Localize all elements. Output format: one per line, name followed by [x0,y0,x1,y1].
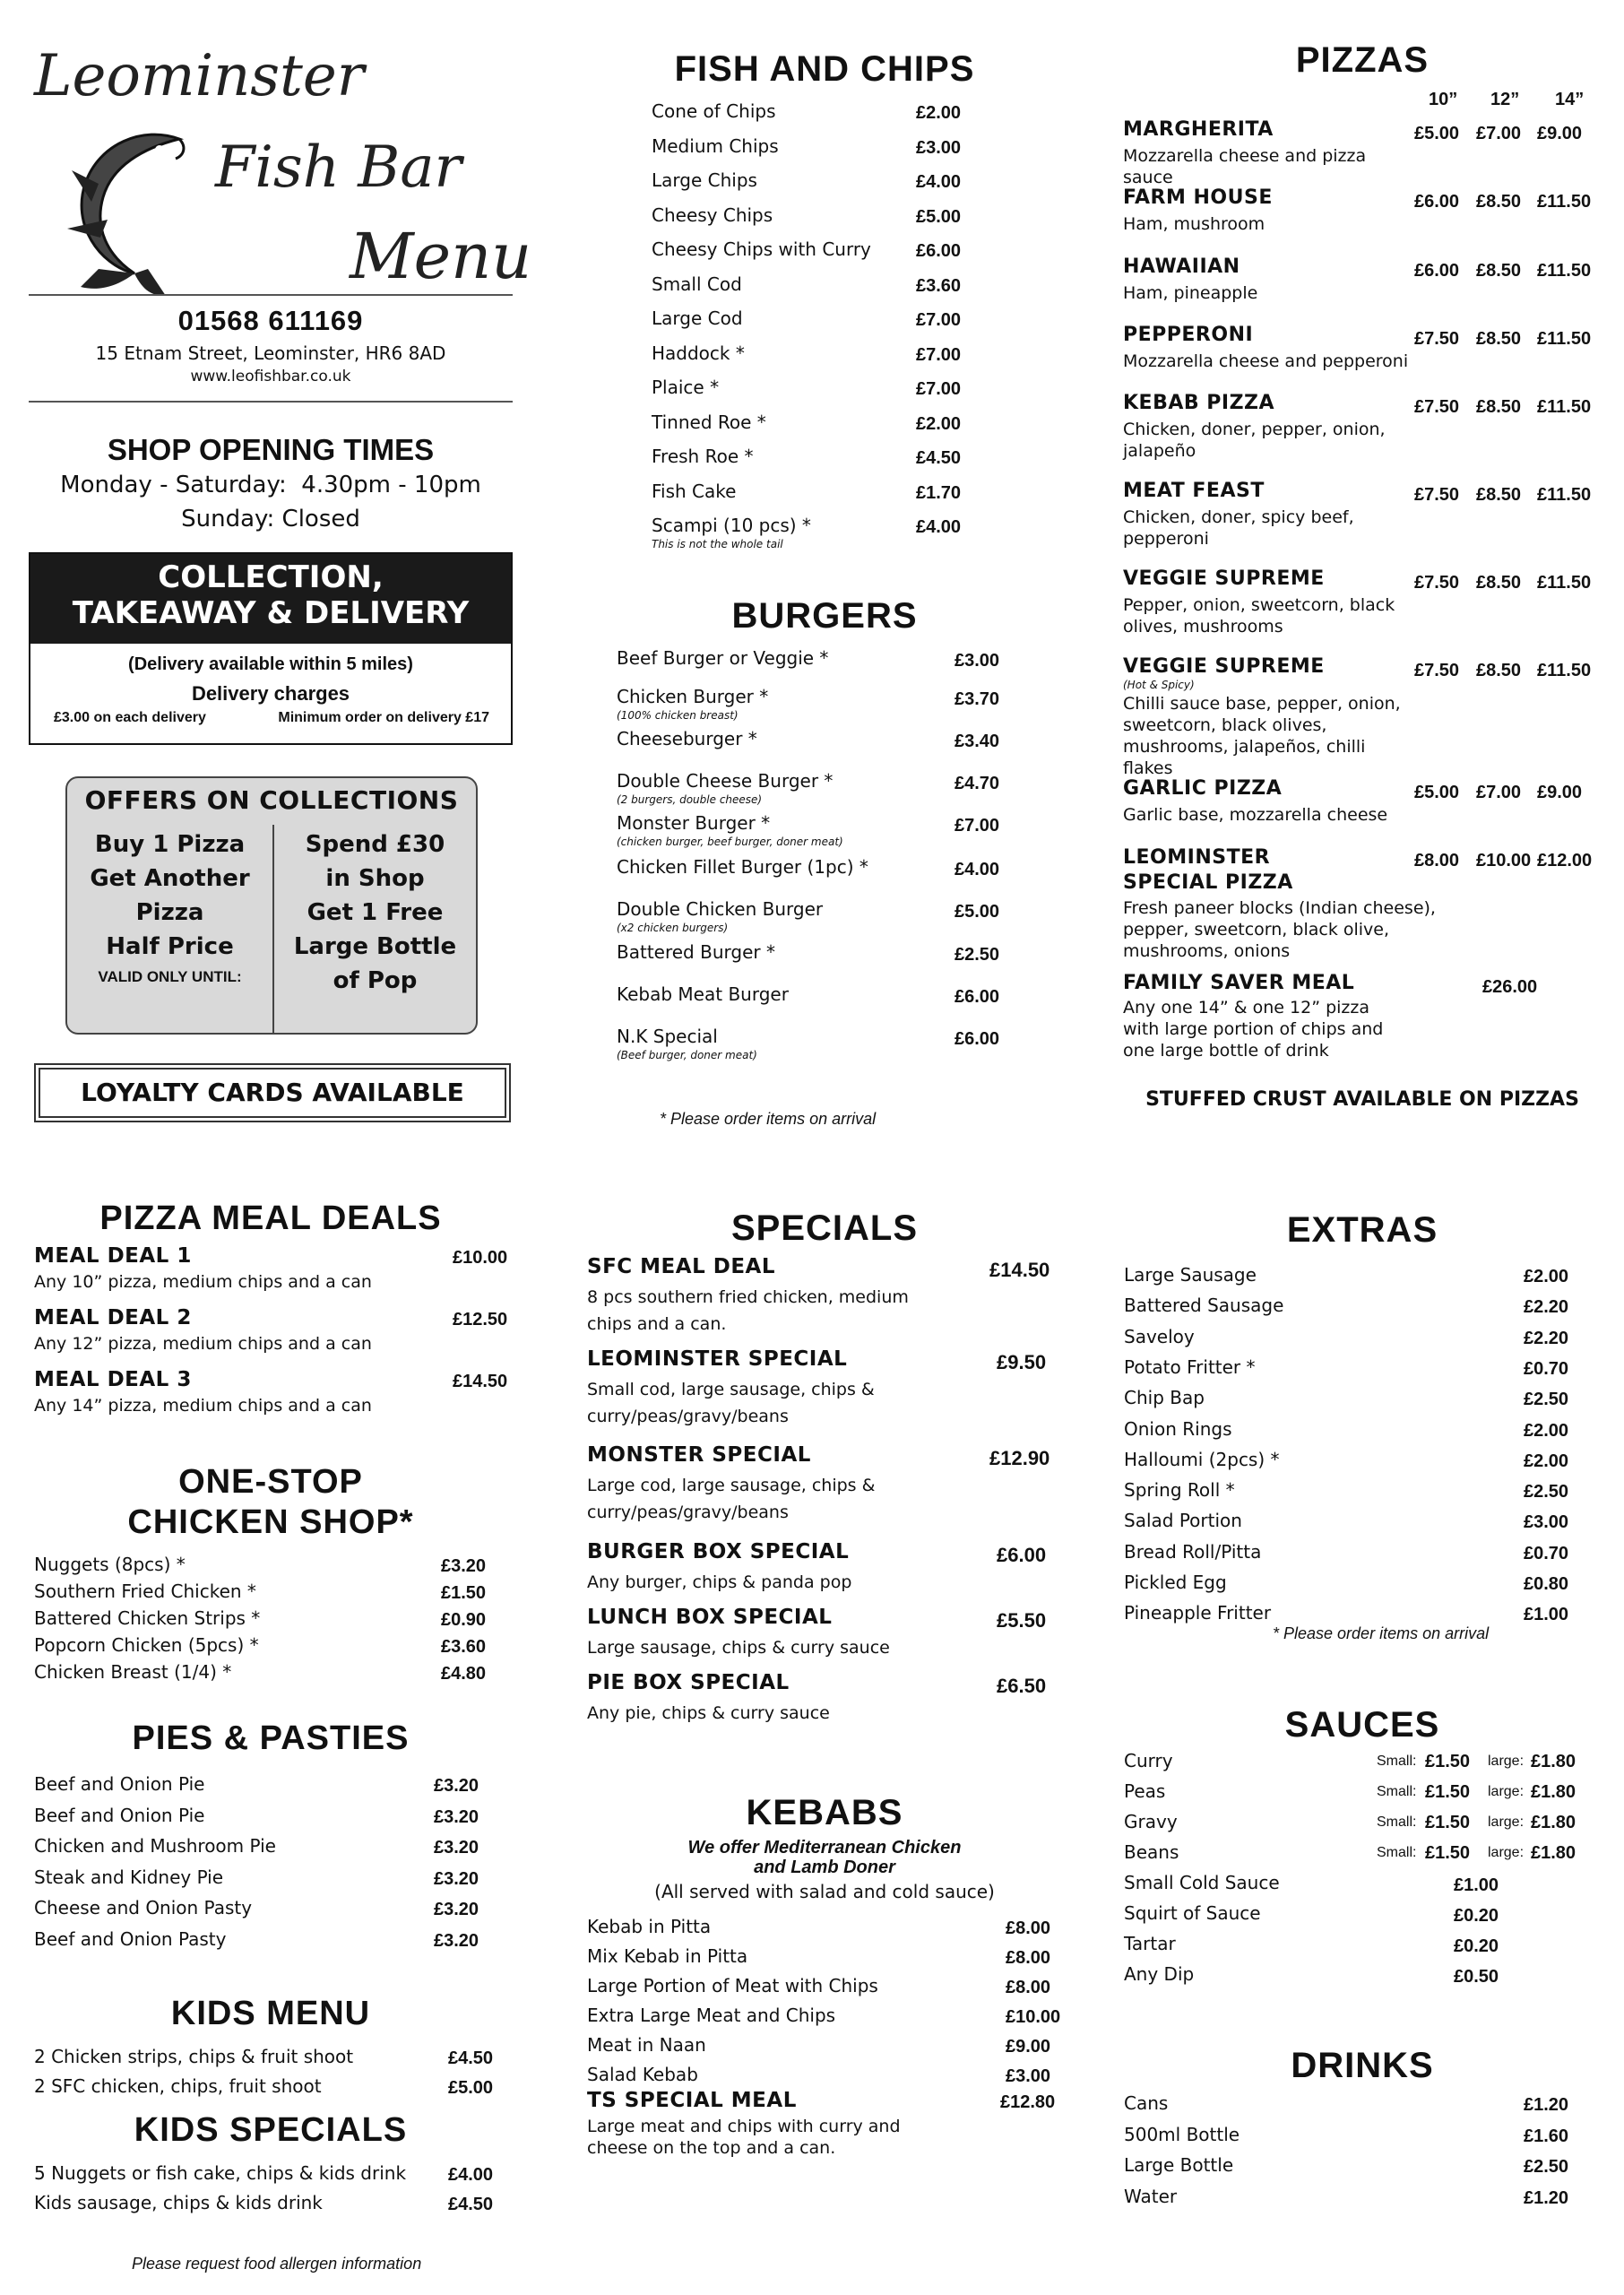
special-desc: 8 pcs southern fried chicken, medium chips and a can. [587,1287,909,1334]
offers-title: OFFERS ON COLLECTIONS [84,785,459,815]
offer-pop-line: of Pop [333,967,418,994]
special-price: £5.50 [997,1609,1047,1632]
menu-item-price: £0.90 [441,1610,487,1630]
sauces-title: SAUCES [1284,1705,1440,1745]
pizza-price: £9.00 [1537,783,1583,802]
menu-item-price: £2.00 [916,413,962,434]
meal-deal-desc: Any 10” pizza, medium chips and a can [34,1272,372,1292]
pizza-name: VEGGIE SUPREME [1123,567,1325,590]
sauce-small-price: £1.50 [1425,1752,1471,1771]
burger-price: £5.00 [955,902,1000,922]
menu-item-name: Haddock * [652,342,745,364]
menu-item-price: £2.50 [1524,2157,1569,2177]
menu-item-price: £0.70 [1524,1543,1569,1563]
menu-item-name: Popcorn Chicken (5pcs) * [34,1634,259,1656]
menu-item-name: Kebab in Pitta [587,1916,712,1937]
menu-item-name: Fresh Roe * [652,446,754,467]
pizza-desc: Ham, mushroom [1123,214,1266,234]
menu-item-price: £3.20 [434,1776,479,1796]
sauce-large-label: large: [1488,1845,1525,1860]
loyalty-inner [39,1068,506,1118]
menu-item-price: £2.20 [1524,1328,1569,1348]
fish-chips-title: FISH AND CHIPS [674,49,975,89]
opening-weekdays: Monday - Saturday: 4.30pm - 10pm [60,472,481,498]
menu-item-name: Bread Roll/Pitta [1124,1540,1262,1563]
opening-times-title: SHOP OPENING TIMES [107,433,435,466]
pizza-price: £8.50 [1476,485,1522,505]
sauce-small-price: £1.50 [1425,1813,1471,1832]
pizza-size-10: 10” [1429,90,1458,109]
pizza-price: £11.50 [1537,192,1592,212]
header-divider-top [29,294,513,296]
menu-item-price: £3.20 [434,1868,479,1889]
logo-line-menu: Menu [350,220,532,293]
menu-item-price: £1.20 [1524,2187,1569,2208]
burger-name: Cheeseburger * [617,728,757,749]
fish-logo-icon [45,121,197,304]
menu-item-name: Steak and Kidney Pie [34,1866,224,1888]
special-price: £6.50 [997,1675,1047,1697]
special-name: SFC MEAL DEAL [587,1255,775,1278]
ts-special-price: £12.80 [1000,2092,1056,2112]
menu-item-price: £3.20 [434,1806,479,1827]
pizza-price: £7.50 [1414,485,1460,505]
meal-deal-desc: Any 14” pizza, medium chips and a can [34,1396,372,1416]
burger-name: Monster Burger * [617,812,771,834]
burger-name: N.K Special [617,1026,718,1047]
menu-item-price: £4.50 [916,448,962,468]
delivery-charges-label: Delivery charges [191,682,350,705]
burger-price: £3.70 [955,689,1000,709]
menu-item-price: £2.50 [1524,1482,1569,1503]
menu-item-name: Cheese and Onion Pasty [34,1897,253,1918]
pizza-price: £11.50 [1537,485,1592,505]
special-name: BURGER BOX SPECIAL [587,1540,850,1563]
pizza-price: £6.00 [1414,261,1460,281]
pizza-price: £7.50 [1414,661,1460,680]
burger-price: £6.00 [955,1029,1000,1049]
kebab-subtitle-2: and Lamb Doner [754,1858,895,1877]
menu-item-name: Beef and Onion Pie [34,1804,205,1826]
menu-item-name: Plaice * [652,377,720,398]
menu-item-name: Pineapple Fritter [1124,1602,1272,1624]
sauce-name: Squirt of Sauce [1124,1902,1261,1924]
menu-item-name: Spring Roll * [1124,1479,1235,1502]
offer-pop-line: Large Bottle [293,933,457,960]
menu-item-name: Battered Chicken Strips * [34,1607,261,1629]
menu-item-price: £1.50 [441,1583,487,1603]
burgers-title: BURGERS [731,596,918,636]
pizzas-title: PIZZAS [1295,40,1430,80]
special-desc: Large cod, large sausage, chips & curry/peas/gravy/beans [587,1476,876,1522]
collection-title-1: COLLECTION, [158,559,384,595]
drinks-title: DRINKS [1291,2046,1434,2085]
menu-item-name: Cone of Chips [652,100,776,122]
menu-item-name: Pickled Egg [1124,1572,1227,1593]
menu-item-price: £5.00 [916,206,962,227]
menu-item-price: £3.00 [916,137,962,158]
pizza-price: £12.00 [1537,851,1593,870]
menu-item-price: £4.80 [441,1664,487,1684]
pizza-price: £6.00 [1414,192,1460,212]
pizza-price: £11.50 [1537,261,1592,281]
sauce-large-label: large: [1488,1814,1525,1830]
burger-subnote: (Beef burger, doner meat) [617,1049,757,1061]
sauce-price: £0.20 [1454,1936,1499,1956]
pizza-price: £7.00 [1476,124,1522,143]
pizza-price: £11.50 [1537,329,1592,349]
menu-item-price: £1.20 [1524,2095,1569,2115]
menu-item-name: Cheesy Chips with Curry [652,238,871,260]
collection-box [29,552,513,745]
ts-special-name: TS SPECIAL MEAL [587,2089,797,2112]
menu-item-name: Potato Fritter * [1124,1355,1256,1378]
special-name: PIE BOX SPECIAL [587,1671,790,1694]
menu-item-price: £2.00 [1524,1420,1569,1441]
pizza-subnote: (Hot & Spicy) [1123,679,1195,691]
pizza-name: MEAT FEAST [1123,480,1265,502]
meal-deal-price: £12.50 [453,1310,508,1329]
menu-item-price: £2.20 [1524,1297,1569,1318]
sauce-large-label: large: [1488,1754,1525,1769]
pizza-name: MARGHERITA [1123,118,1274,141]
allergen-note: Please request food allergen information [132,2255,422,2273]
extras-title: EXTRAS [1286,1210,1438,1250]
family-saver-price: £26.00 [1482,977,1538,997]
meal-deal-price: £10.00 [453,1248,508,1268]
offer-pop [274,827,476,998]
sauce-large-price: £1.80 [1531,1843,1576,1863]
pizza-price: £7.50 [1414,329,1460,349]
menu-item-name: Nuggets (8pcs) * [34,1554,186,1575]
menu-item-price: £3.00 [1524,1512,1569,1533]
pizza-name: LEOMINSTER SPECIAL PIZZA [1123,846,1293,894]
special-name: LUNCH BOX SPECIAL [587,1606,833,1629]
offer-pizza-line: Half Price [106,933,234,960]
menu-item-price: £3.00 [1006,2066,1051,2086]
ts-special-desc: Large meat and chips with curry and cheese on the top and a can. [587,2117,901,2158]
sauce-small-price: £1.50 [1425,1843,1471,1863]
pizza-price: £5.00 [1414,124,1460,143]
menu-item-price: £8.00 [1006,1978,1051,1997]
family-saver-desc: Any one 14” & one 12” pizza with large portion of chips and one large bottle of drink [1123,998,1384,1061]
pizza-name: KEBAB PIZZA [1123,392,1275,414]
sauce-name: Gravy [1124,1811,1178,1832]
meal-deal-name: MEAL DEAL 2 [34,1306,192,1329]
burger-price: £6.00 [955,987,1000,1007]
offer-pizza-line: Pizza [135,899,204,926]
menu-item-name: Halloumi (2pcs) * [1124,1448,1280,1470]
menu-item-name: Fish Cake [652,480,737,502]
menu-item-name: Chicken Breast (1/4) * [34,1661,232,1683]
offer-valid-note: VALID ONLY UNTIL: [98,968,242,985]
meal-deal-price: £14.50 [453,1372,508,1391]
offer-pizza-line: Buy 1 Pizza [94,831,246,858]
menu-item-name: Extra Large Meat and Chips [587,2005,836,2026]
menu-item-name: Salad Portion [1124,1510,1242,1532]
sauce-name: Peas [1124,1780,1166,1802]
menu-item-name: 5 Nuggets or fish cake, chips & kids drink [34,2162,407,2184]
menu-item-price: £2.00 [916,103,962,123]
chicken-title-1: ONE-STOP [178,1463,363,1501]
menu-item-name: Cans [1124,2092,1169,2114]
burger-name: Kebab Meat Burger [617,983,789,1005]
menu-item-price: £1.60 [1524,2126,1569,2146]
menu-item-name: Water [1124,2185,1178,2207]
sauce-name: Tartar [1124,1933,1176,1954]
extras-order-note: * Please order items on arrival [1273,1624,1490,1642]
pizza-price: £8.50 [1476,573,1522,593]
menu-item-price: £4.50 [448,2048,494,2068]
offer-pop-line: Get 1 Free [307,899,444,926]
pizza-price: £7.50 [1414,573,1460,593]
burger-subnote: (x2 chicken burgers) [617,922,729,934]
burger-subnote: (chicken burger, beef burger, doner meat) [617,836,843,848]
burger-price: £3.00 [955,651,1000,671]
scampi-note: This is not the whole tail [652,538,783,550]
menu-item-price: £6.00 [916,241,962,261]
special-desc: Any burger, chips & panda pop [587,1572,852,1592]
menu-item-price: £5.00 [448,2078,494,2098]
kids-specials-title: KIDS SPECIALS [134,2111,408,2149]
pizza-desc: Chicken, doner, pepper, onion, jalapeño [1123,420,1386,461]
menu-item-price: £4.00 [916,517,962,537]
sauce-name: Beans [1124,1841,1179,1863]
menu-item-name: Meat in Naan [587,2034,706,2056]
sauce-name: Small Cold Sauce [1124,1872,1280,1893]
pizza-name: HAWAIIAN [1123,255,1240,278]
sauce-small-label: Small: [1377,1784,1417,1799]
menu-item-name: Large Portion of Meat with Chips [587,1975,878,1996]
pizza-price: £11.50 [1537,397,1592,417]
loyalty-text: LOYALTY CARDS AVAILABLE [81,1078,464,1107]
kebab-subtitle-3: (All served with salad and cold sauce) [654,1881,995,1902]
menu-item-name: Small Cod [652,273,742,295]
stuffed-crust-note: STUFFED CRUST AVAILABLE ON PIZZAS [1145,1088,1579,1111]
menu-item-price: £7.00 [916,310,962,330]
sauce-small-label: Small: [1377,1754,1417,1769]
menu-item-name: Large Cod [652,307,743,329]
sauce-price: £0.50 [1454,1967,1499,1987]
menu-item-name: Saveloy [1124,1325,1195,1347]
menu-item-price: £10.00 [1006,2007,1061,2027]
menu-item-price: £3.20 [434,1838,479,1858]
meal-deal-name: MEAL DEAL 3 [34,1368,192,1391]
logo-line-fish-bar: Fish Bar [215,134,462,201]
pizza-name: FARM HOUSE [1123,186,1273,209]
header-divider-bottom [29,401,513,403]
burger-price: £2.50 [955,945,1000,965]
special-desc: Small cod, large sausage, chips & curry/peas/gravy/beans [587,1380,875,1426]
menu-item-price: £3.20 [434,1900,479,1919]
burger-name: Double Chicken Burger [617,898,824,920]
pizza-price: £10.00 [1476,851,1532,870]
burger-price: £4.00 [955,860,1000,879]
burger-price: £7.00 [955,816,1000,836]
menu-item-name: 2 SFC chicken, chips, fruit shoot [34,2075,322,2097]
menu-item-price: £1.00 [1524,1605,1569,1625]
menu-item-name: 500ml Bottle [1124,2123,1240,2145]
menu-item-name: Large Chips [652,169,757,191]
special-desc: Any pie, chips & curry sauce [587,1703,830,1723]
pizza-desc: Pepper, onion, sweetcorn, black olives, mushrooms [1123,595,1395,637]
menu-item-name: Salad Kebab [587,2064,698,2085]
menu-item-price: £2.50 [1524,1390,1569,1410]
delivery-charge: £3.00 on each delivery [54,710,206,725]
meal-deal-desc: Any 12” pizza, medium chips and a can [34,1334,372,1354]
pizza-price: £8.50 [1476,397,1522,417]
minimum-order: Minimum order on delivery £17 [278,710,489,725]
sauce-price: £0.20 [1454,1906,1499,1926]
menu-item-name: Onion Rings [1124,1417,1232,1440]
website-link[interactable]: www.leofishbar.co.uk [190,368,351,385]
pizza-price: £5.00 [1414,783,1460,802]
menu-item-name: Scampi (10 pcs) * [652,515,811,536]
pizza-price: £11.50 [1537,573,1592,593]
menu-item-name: Beef and Onion Pasty [34,1927,227,1950]
menu-item-name: Beef and Onion Pie [34,1773,205,1795]
sauce-name: Curry [1124,1750,1173,1771]
offer-pop-line: in Shop [325,865,425,892]
pizza-price: £11.50 [1537,661,1592,680]
menu-item-price: £4.00 [916,172,962,192]
chicken-title-2: CHICKEN SHOP* [127,1503,414,1541]
pizza-price: £9.00 [1537,124,1583,143]
burger-name: Chicken Burger * [617,686,769,707]
sauce-small-label: Small: [1377,1814,1417,1830]
pizza-desc: Chicken, doner, spicy beef, pepperoni [1123,507,1354,549]
special-name: LEOMINSTER SPECIAL [587,1347,848,1371]
menu-item-price: £8.00 [1006,1918,1051,1938]
menu-item-name: Tinned Roe * [652,411,766,433]
sauce-large-price: £1.80 [1531,1752,1576,1771]
pizza-desc: Ham, pineapple [1123,283,1258,303]
menu-item-price: £3.20 [434,1930,479,1951]
menu-item-price: £4.00 [448,2165,494,2185]
menu-item-price: £9.00 [1006,2037,1051,2057]
burger-price: £3.40 [955,732,1000,751]
offer-pizza [67,827,272,991]
menu-item-price: £0.80 [1524,1574,1569,1594]
menu-item-price: £2.00 [1524,1451,1569,1471]
sauce-large-label: large: [1488,1784,1525,1799]
menu-item-name: Large Bottle [1124,2154,1234,2176]
pizza-price: £8.50 [1476,661,1522,680]
menu-item-price: £1.70 [916,482,962,503]
sauce-price: £1.00 [1454,1875,1499,1895]
pizza-price: £8.50 [1476,192,1522,212]
special-price: £14.50 [989,1259,1050,1281]
pizza-price: £8.50 [1476,329,1522,349]
pizza-price: £7.00 [1476,783,1522,802]
opening-sunday: Sunday: Closed [181,506,360,533]
special-price: £12.90 [989,1447,1050,1469]
burger-name: Battered Burger * [617,941,775,963]
kebabs-title: KEBABS [746,1793,903,1832]
sauce-name: Any Dip [1124,1963,1195,1985]
menu-item-name: Large Sausage [1124,1264,1257,1286]
special-price: £9.50 [997,1351,1047,1373]
burger-price: £4.70 [955,774,1000,793]
phone-number: 01568 611169 [177,305,364,336]
pizza-desc: Garlic base, mozzarella cheese [1123,805,1388,825]
special-desc: Large sausage, chips & curry sauce [587,1638,890,1658]
specials-title: SPECIALS [730,1208,919,1248]
logo-line-leominster: Leominster [34,43,365,109]
pizza-size-14: 14” [1555,90,1585,109]
burger-name: Beef Burger or Veggie * [617,647,829,669]
meal-deal-name: MEAL DEAL 1 [34,1244,192,1268]
sauce-large-price: £1.80 [1531,1782,1576,1802]
pizza-desc: Chilli sauce base, pepper, onion, sweetcorn, black olives, mushrooms, jalapeños, chilli flakes [1123,694,1401,778]
special-name: MONSTER SPECIAL [587,1443,811,1467]
meal-deals-title: PIZZA MEAL DEALS [99,1199,442,1237]
menu-item-price: £7.00 [916,344,962,365]
sauce-large-price: £1.80 [1531,1813,1576,1832]
burger-name: Double Cheese Burger * [617,770,834,792]
menu-item-price: £3.60 [441,1637,487,1657]
pizza-price: £7.50 [1414,397,1460,417]
offer-pizza-line: Get Another [90,865,250,892]
menu-item-name: Kids sausage, chips & kids drink [34,2192,323,2213]
address: 15 Etnam Street, Leominster, HR6 8AD [95,342,446,364]
pizza-price: £8.00 [1414,851,1460,870]
family-saver-name: FAMILY SAVER MEAL [1123,972,1355,994]
sauce-small-label: Small: [1377,1845,1417,1860]
menu-item-name: Chicken and Mushroom Pie [34,1835,276,1857]
menu-item-price: £3.60 [916,275,962,296]
collection-header [30,554,511,644]
pizza-size-12: 12” [1490,90,1520,109]
menu-item-price: £7.00 [916,379,962,399]
special-price: £6.00 [997,1544,1047,1566]
pizza-desc: Mozzarella cheese and pepperoni [1123,351,1409,371]
collection-title-2: TAKEAWAY & DELIVERY [72,595,470,631]
burger-name: Chicken Fillet Burger (1pc) * [617,856,868,878]
menu-item-name: Battered Sausage [1124,1295,1284,1317]
pizza-name: GARLIC PIZZA [1123,777,1283,800]
kids-menu-title: KIDS MENU [170,1995,371,2032]
pizza-name: PEPPERONI [1123,324,1254,346]
menu-item-name: Cheesy Chips [652,204,773,226]
pizza-price: £8.50 [1476,261,1522,281]
menu-item-price: £4.50 [448,2195,494,2214]
menu-item-name: Chip Bap [1124,1387,1205,1409]
burger-subnote: (100% chicken breast) [617,709,739,722]
menu-item-name: Medium Chips [652,134,779,157]
burgers-order-note: * Please order items on arrival [660,1110,877,1128]
pizza-desc: Fresh paneer blocks (Indian cheese), pepper, sweetcorn, black olive, mushrooms, onions [1123,898,1436,961]
kebab-subtitle-1: We offer Mediterranean Chicken [687,1838,962,1858]
pies-title: PIES & PASTIES [132,1719,410,1757]
menu-item-name: 2 Chicken strips, chips & fruit shoot [34,2046,354,2067]
sauce-small-price: £1.50 [1425,1782,1471,1802]
pizza-name: VEGGIE SUPREME [1123,655,1325,678]
loyalty-box [34,1063,511,1122]
menu-item-price: £3.20 [441,1556,487,1576]
menu-item-name: Southern Fried Chicken * [34,1581,256,1602]
offers-box [65,776,478,1035]
burger-subnote: (2 burgers, double cheese) [617,793,763,806]
offer-pop-line: Spend £30 [305,831,445,858]
menu-item-price: £2.00 [1524,1267,1569,1286]
menu-item-price: £0.70 [1524,1358,1569,1379]
menu-item-name: Mix Kebab in Pitta [587,1945,748,1967]
menu-item-price: £8.00 [1006,1948,1051,1968]
pizza-desc: Mozzarella cheese and pizza sauce [1123,146,1367,187]
delivery-radius: (Delivery available within 5 miles) [128,654,413,674]
